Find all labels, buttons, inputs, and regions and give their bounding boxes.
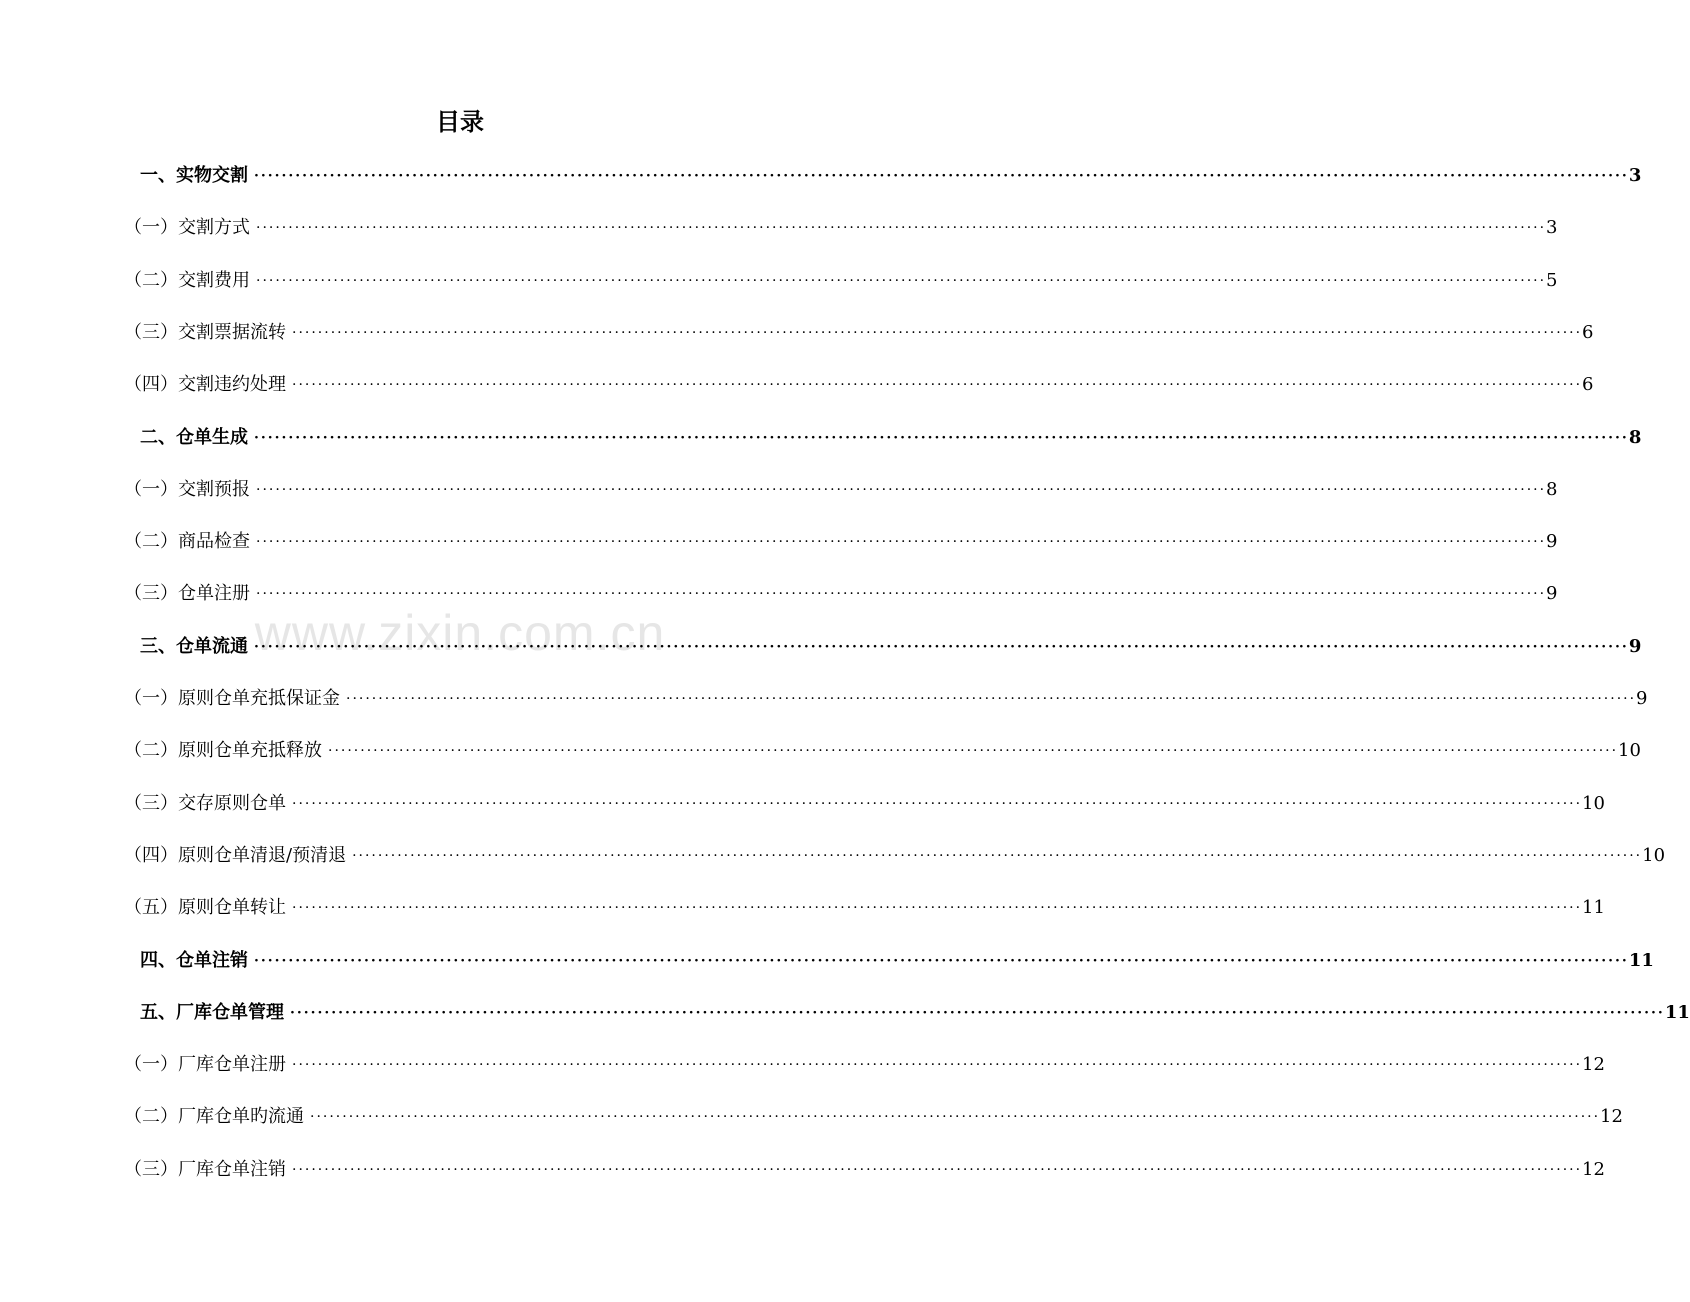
toc-entry-page: 9 [1546,531,1558,553]
toc-entry[interactable] [0,568,1558,620]
dot-leader: ········································································································································································································ [290,1004,1665,1021]
toc-entry[interactable] [0,621,1642,673]
toc-entry[interactable] [0,1144,1605,1196]
toc-entry-page: 12 [1600,1106,1623,1128]
dot-leader: ········································································································································································································ [310,1109,1601,1126]
toc-entry[interactable] [0,778,1605,830]
dot-leader: ········································································································································································································ [254,168,1629,184]
dot-leader: ········································································································································································································ [256,586,1547,603]
toc-entry-label: （三）交割票据流转 [124,321,286,343]
dot-leader: ········································································································································································································ [346,691,1637,707]
toc-entry-label: （二）厂库仓单旳流通 [124,1106,304,1128]
toc-entry-label: （五）原则仓单转让 [124,897,286,919]
toc-entry-page: 8 [1546,478,1558,500]
toc-entry-label: （四）交割违约处理 [124,374,286,396]
toc-entry-label: （二）交割费用 [124,269,250,291]
toc-entry-page: 12 [1582,1158,1605,1180]
toc-entry-page: 10 [1582,792,1605,814]
dot-leader: ········································································································································································································ [256,272,1547,289]
watermark: www.zixin.com.cn [254,605,666,661]
dot-leader: ········································································································································································································ [292,900,1583,917]
toc-entry-label: （三）仓单注册 [124,583,250,605]
toc-entry[interactable] [0,464,1558,516]
dot-leader: ········································································································································································································ [328,743,1619,760]
dot-leader: ········································································································································································································ [256,534,1547,551]
toc-entry[interactable] [0,725,1641,777]
toc-entry[interactable] [0,1091,1623,1143]
toc-entry-page: 11 [1664,1001,1690,1023]
dot-leader: ········································································································································································································ [256,481,1547,498]
dot-leader: ········································································································································································································ [292,324,1583,341]
toc-entry-page: 9 [1628,635,1642,657]
toc-entry-label: （一）厂库仓单注册 [124,1054,286,1076]
toc-entry[interactable] [0,830,1666,882]
toc-entry-label: （四）原则仓单清退/预清退 [124,844,347,866]
toc-entry-label: 五、厂库仓单管理 [140,1001,284,1023]
dot-leader: ········································································································································································································ [292,377,1583,394]
toc-entry-page: 3 [1546,217,1558,239]
toc-entry-label: 一、实物交割 [140,165,248,186]
toc-entry-label: 二、仓单生成 [140,426,248,448]
dot-leader: ········································································································································································································ [254,638,1629,655]
toc-entry-label: 四、仓单注销 [140,949,248,971]
dot-leader: ········································································································································································································ [292,795,1583,812]
toc-entry-page: 9 [1636,688,1648,709]
dot-leader: ········································································································································································································ [292,1057,1583,1074]
toc-entry[interactable] [0,359,1594,411]
toc-entry[interactable] [0,935,1654,987]
toc-entry-label: （三）厂库仓单注销 [124,1158,286,1180]
toc-entry-label: （二）原则仓单充抵释放 [124,740,322,762]
toc-entry[interactable] [0,673,1648,725]
dot-leader: ········································································································································································································ [352,847,1643,864]
toc-entry[interactable] [0,202,1558,254]
toc-entry-label: （三）交存原则仓单 [124,792,286,814]
toc-entry-page: 5 [1546,269,1558,291]
toc-entry[interactable] [0,987,1690,1039]
toc-entry[interactable] [0,516,1558,568]
toc-entry[interactable] [0,412,1642,464]
toc-entry-page: 6 [1582,374,1594,396]
toc-entry-page: 10 [1618,740,1641,762]
dot-leader: ········································································································································································································ [254,952,1629,969]
toc-entry[interactable] [0,150,1642,202]
toc-entry-page: 10 [1642,844,1666,866]
toc-title: 目录 [436,108,484,136]
toc-entry-page: 11 [1628,949,1654,971]
toc-entry-page: 6 [1582,321,1594,343]
toc-entry-page: 12 [1582,1054,1605,1076]
toc-entry[interactable] [0,255,1558,307]
toc-entry-label: （一）原则仓单充抵保证金 [124,688,340,709]
toc-entry[interactable] [0,882,1605,934]
toc-entry[interactable] [0,307,1594,359]
toc-entry-label: （二）商品检查 [124,531,250,553]
dot-leader: ········································································································································································································ [254,429,1629,446]
toc-entry-page: 11 [1582,897,1605,919]
toc-entry-label: （一）交割方式 [124,217,250,239]
toc-entry-label: 三、仓单流通 [140,635,248,657]
dot-leader: ········································································································································································································ [292,1161,1583,1178]
toc-entry-page: 9 [1546,583,1558,605]
dot-leader: ········································································································································································································ [256,220,1547,237]
toc-entry[interactable] [0,1039,1605,1091]
toc-entry-page: 3 [1628,165,1642,186]
toc-entry-page: 8 [1628,426,1642,448]
toc-entry-label: （一）交割预报 [124,478,250,500]
